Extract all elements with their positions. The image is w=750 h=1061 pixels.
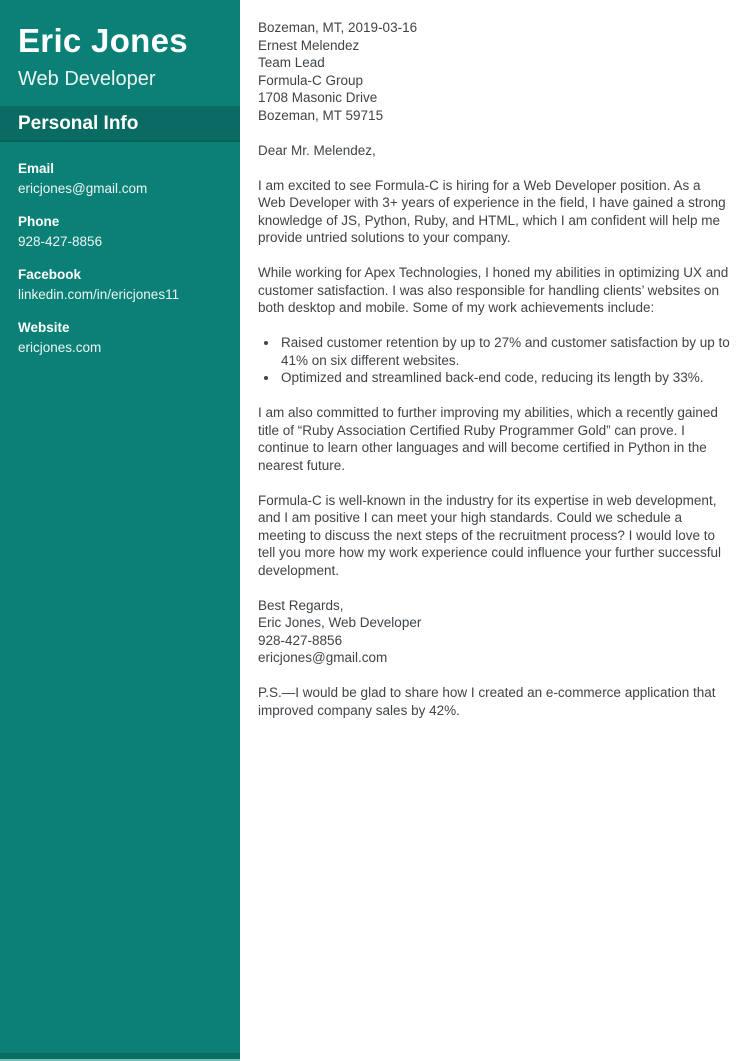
address-block — [258, 19, 730, 124]
ps-paragraph: P.S.—I would be glad to share how I created an e-commerce application that improved company sales by 42%. — [258, 685, 716, 718]
salutation: Dear Mr. Melendez, — [258, 142, 376, 158]
contact-phone-value: 928-427-8856 — [18, 234, 103, 250]
contact-phone — [18, 213, 222, 250]
signature-regards: Best Regards, — [258, 597, 344, 613]
achievements-list — [258, 334, 730, 387]
certification-paragraph: I am also committed to further improving my abilities, which a recently gained title of “Ruby Association Certified Ruby Programmer Gold” can prove. I continue to learn other languages and will become certified in Python in the nearest future. — [258, 405, 718, 473]
contact-list — [0, 142, 240, 356]
signature-phone: 928-427-8856 — [258, 632, 343, 648]
achievement-item-retention: • Raised customer retention by up to 27% and customer satisfaction by up to 41% on six different websites. — [279, 334, 730, 369]
contact-phone-label: Phone — [18, 214, 60, 230]
personal-info-section-header: Personal Info — [0, 106, 240, 142]
contact-website-value: ericjones.com — [18, 340, 102, 356]
experience-paragraph: While working for Apex Technologies, I honed my abilities in optimizing UX and customer satisfaction. I was also responsible for handling clients’ websites on both desktop and mobile. Some of my work achievements include: — [258, 265, 729, 315]
candidate-name: Eric Jones — [18, 22, 188, 59]
intro-paragraph: I am excited to see Formula-C is hiring for a Web Developer position. As a Web Developer with 3+ years of experience in the field, I have gained a strong knowledge of JS, Python, Ruby, and HTML, which I am confident will help me provide untried solutions to your company. — [258, 177, 726, 245]
achievement-item-code: • Optimized and streamlined back-end code, reducing its length by 33%. — [279, 369, 730, 387]
signature-email: ericjones@gmail.com — [258, 650, 388, 665]
address-line-date-location: Bozeman, MT, 2019-03-16 — [258, 20, 418, 35]
contact-email-value: ericjones@gmail.com — [18, 181, 148, 197]
letter-body — [240, 0, 750, 1061]
sidebar-bottom-accent — [0, 1053, 240, 1061]
contact-website — [18, 319, 222, 356]
address-line-city-zip: Bozeman, MT 59715 — [258, 107, 384, 123]
candidate-job-title: Web Developer — [18, 68, 156, 91]
address-line-street: 1708 Masonic Drive — [258, 90, 378, 105]
address-line-recipient-name: Ernest Melendez — [258, 37, 360, 53]
contact-facebook-value: linkedin.com/in/ericjones11 — [18, 287, 180, 303]
contact-email — [18, 160, 222, 197]
contact-email-label: Email — [18, 161, 55, 177]
signature-name: Eric Jones, Web Developer — [258, 615, 422, 630]
address-line-company: Formula-C Group — [258, 72, 364, 88]
address-line-recipient-role: Team Lead — [258, 55, 325, 70]
contact-facebook-label: Facebook — [18, 267, 82, 283]
contact-website-label: Website — [18, 320, 70, 336]
sidebar — [0, 0, 240, 1061]
sidebar-header — [0, 0, 240, 92]
closing-paragraph: Formula-C is well-known in the industry for its expertise in web development, and I am positive I can meet your high standards. Could we schedule a meeting to discuss the next steps of the recruitment process? I would love to tell you more how my work experience could influence your further successful development. — [258, 492, 721, 578]
contact-facebook — [18, 266, 222, 303]
signature-block — [258, 597, 730, 667]
